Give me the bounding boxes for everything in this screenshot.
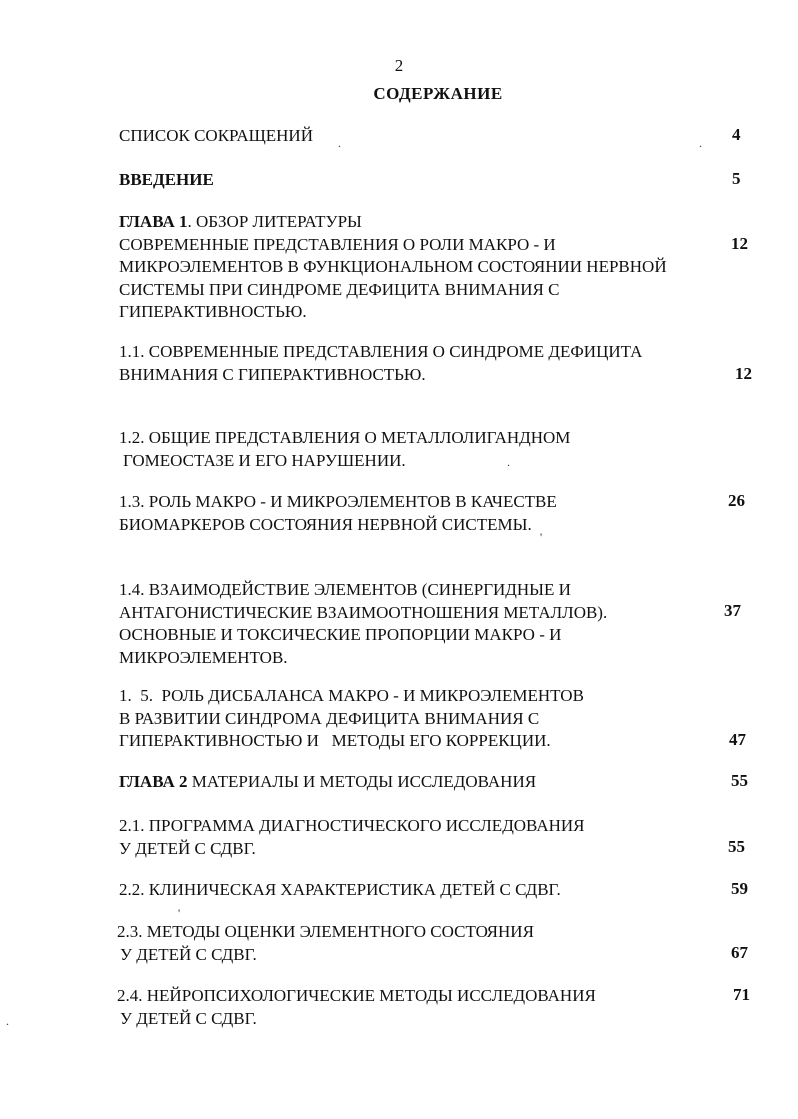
toc-entry-abbreviations xyxy=(119,125,313,148)
toc-page-number: 12 xyxy=(731,234,748,253)
toc-entry-text: 1. 5. РОЛЬ ДИСБАЛАНСА МАКРО - И МИКРОЭЛЕМЕНТОВ xyxy=(119,686,584,705)
toc-page-number: 12 xyxy=(735,364,752,383)
toc-entry-text: БИОМАРКЕРОВ СОСТОЯНИЯ НЕРВНОЙ СИСТЕМЫ. xyxy=(119,514,532,534)
toc-entry-text: 2.2. КЛИНИЧЕСКАЯ ХАРАКТЕРИСТИКА ДЕТЕЙ С СДВГ. xyxy=(119,880,561,899)
toc-entry-text: 1.3. РОЛЬ МАКРО - И МИКРОЭЛЕМЕНТОВ В КАЧЕСТВЕ xyxy=(119,492,557,511)
scan-speck: ' xyxy=(178,906,181,920)
toc-entry-text: ГИПЕРАКТИВНОСТЬЮ И МЕТОДЫ ЕГО КОРРЕКЦИИ. xyxy=(119,731,551,750)
toc-entry-text: ГИПЕРАКТИВНОСТЬЮ. xyxy=(119,302,307,321)
toc-entry-text: СИСТЕМЫ ПРИ СИНДРОМЕ ДЕФИЦИТА ВНИМАНИЯ С xyxy=(119,279,560,299)
scan-speck: . xyxy=(699,136,702,150)
toc-entry-text: МАТЕРИАЛЫ И МЕТОДЫ ИССЛЕДОВАНИЯ xyxy=(187,772,537,791)
chapter-label: ГЛАВА 1 xyxy=(119,212,188,231)
scan-speck: . xyxy=(338,136,341,150)
toc-page-number: 5 xyxy=(732,169,741,188)
toc-entry-text: 1.1. СОВРЕМЕННЫЕ ПРЕДСТАВЛЕНИЯ О СИНДРОМЕ ДЕФИЦИТА xyxy=(119,342,643,361)
toc-entry-1-5 xyxy=(119,685,584,753)
toc-page-number: 59 xyxy=(731,879,748,898)
toc-page-number: 37 xyxy=(724,601,741,620)
scan-speck: . xyxy=(6,1014,9,1028)
toc-entry-2-4 xyxy=(117,985,596,1030)
toc-entry-1-2 xyxy=(119,427,570,472)
document-title: СОДЕРЖАНИЕ xyxy=(373,84,503,103)
toc-entry-1-4 xyxy=(119,579,607,669)
toc-page-number: 67 xyxy=(731,943,748,962)
toc-entry-text: СПИСОК СОКРАЩЕНИЙ xyxy=(119,126,313,145)
toc-entry-text: АНТАГОНИСТИЧЕСКИЕ ВЗАИМООТНОШЕНИЯ МЕТАЛЛОВ). xyxy=(119,602,608,622)
toc-page-number: 47 xyxy=(729,730,746,749)
toc-entry-text: ВНИМАНИЯ С ГИПЕРАКТИВНОСТЬЮ. xyxy=(119,364,426,384)
toc-page-number: 71 xyxy=(733,985,750,1004)
toc-entry-text: МИКРОЭЛЕМЕНТОВ В ФУНКЦИОНАЛЬНОМ СОСТОЯНИИ НЕРВНОЙ xyxy=(119,257,667,276)
toc-entry-text: СОВРЕМЕННЫЕ ПРЕДСТАВЛЕНИЯ О РОЛИ МАКРО - И xyxy=(119,234,556,254)
toc-page-number: 26 xyxy=(728,491,745,510)
toc-entry-text: 2.4. НЕЙРОПСИХОЛОГИЧЕСКИЕ МЕТОДЫ ИССЛЕДОВАНИЯ xyxy=(117,986,596,1005)
toc-entry-1-1 xyxy=(119,341,642,386)
scan-speck: . xyxy=(507,455,510,469)
toc-entry-text: ОСНОВНЫЕ И ТОКСИЧЕСКИЕ ПРОПОРЦИИ МАКРО - И xyxy=(119,625,562,644)
toc-entry-2-1 xyxy=(119,815,585,860)
toc-entry-text: 2.1. ПРОГРАММА ДИАГНОСТИЧЕСКОГО ИССЛЕДОВАНИЯ xyxy=(119,816,585,835)
toc-entry-1-3 xyxy=(119,491,557,536)
toc-entry-text: ВВЕДЕНИЕ xyxy=(119,170,214,189)
chapter-label: ГЛАВА 2 xyxy=(119,772,188,791)
toc-entry-chapter-1 xyxy=(119,211,667,324)
toc-page-number: 55 xyxy=(728,837,745,856)
toc-entry-2-2 xyxy=(119,879,561,902)
toc-entry-text: . ОБЗОР ЛИТЕРАТУРЫ xyxy=(187,212,362,231)
page-number: 2 xyxy=(394,56,404,75)
scan-speck: ' xyxy=(540,530,543,544)
toc-entry-text: 1.2. ОБЩИЕ ПРЕДСТАВЛЕНИЯ О МЕТАЛЛОЛИГАНДНОМ xyxy=(119,428,571,447)
toc-entry-2-3 xyxy=(117,921,534,966)
toc-entry-text: У ДЕТЕЙ С СДВГ. xyxy=(120,1008,257,1028)
toc-page-number: 55 xyxy=(731,771,748,790)
toc-entry-text: У ДЕТЕЙ С СДВГ. xyxy=(119,838,256,858)
toc-entry-chapter-2 xyxy=(119,771,536,794)
toc-entry-introduction xyxy=(119,169,214,192)
toc-entry-text: МИКРОЭЛЕМЕНТОВ. xyxy=(119,647,288,667)
toc-entry-text: В РАЗВИТИИ СИНДРОМА ДЕФИЦИТА ВНИМАНИЯ С xyxy=(119,708,540,728)
toc-entry-text: 2.3. МЕТОДЫ ОЦЕНКИ ЭЛЕМЕНТНОГО СОСТОЯНИЯ xyxy=(117,922,534,941)
toc-entry-text: ГОМЕОСТАЗЕ И ЕГО НАРУШЕНИИ. xyxy=(123,450,406,470)
toc-page-number: 4 xyxy=(732,125,741,144)
toc-entry-text: У ДЕТЕЙ С СДВГ. xyxy=(120,944,257,964)
toc-entry-text: 1.4. ВЗАИМОДЕЙСТВИЕ ЭЛЕМЕНТОВ (СИНЕРГИДНЫЕ И xyxy=(119,580,571,599)
